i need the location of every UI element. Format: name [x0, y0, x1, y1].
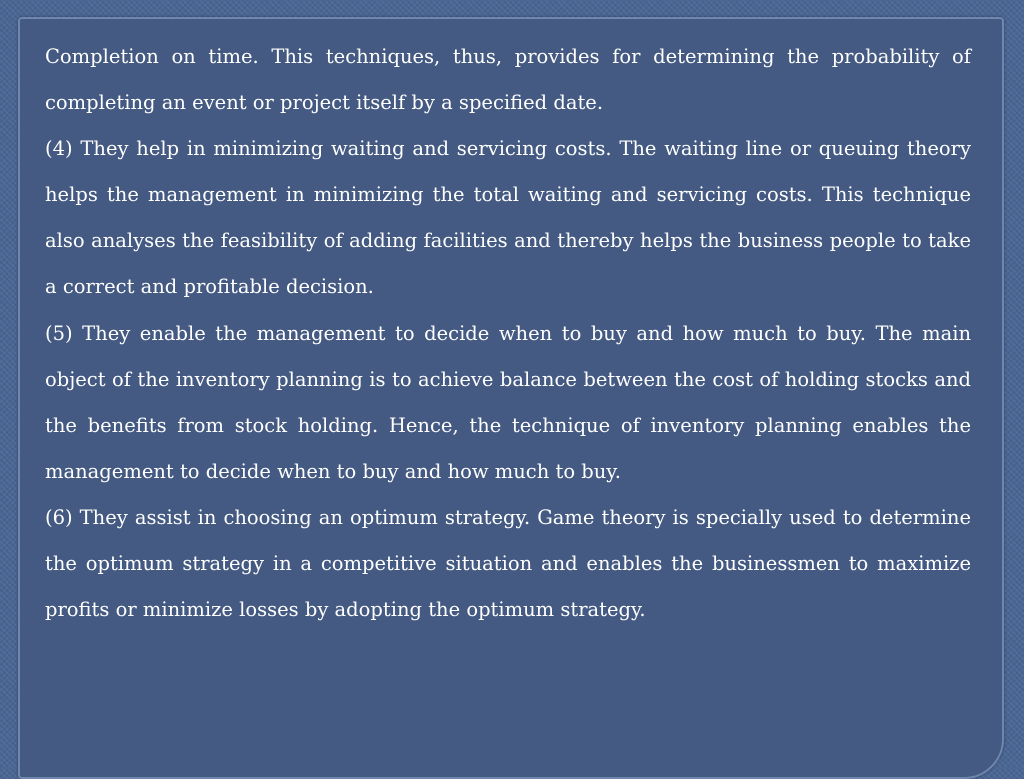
paragraph-waiting-servicing-costs: (4) They help in minimizing waiting and servicing costs. The waiting line or queuing theory helps the management in minimizing the total waiting and servicing costs. This technique also analyses the feasibility of adding facilities and thereby helps the business people to take a correct and profitable decision. — [45, 137, 971, 299]
paragraph-inventory-planning: (5) They enable the management to decide when to buy and how much to buy. The main object of the inventory planning is to achieve balance between the cost of holding stocks and the benefits from stock holding. Hence, the technique of inventory planning enables the management to decide when to buy and how much to buy. — [45, 321, 971, 483]
slide-body-text — [45, 34, 971, 633]
paragraph-completion-on-time: Completion on time. This techniques, thus, provides for determining the probability of completing an event or project itself by a specified date. — [45, 45, 971, 115]
paragraph-optimum-strategy: (6) They assist in choosing an optimum strategy. Game theory is specially used to determine the optimum strategy in a competitive situation and enables the businessmen to maximize profits or minimize losses by adopting the optimum strategy. — [45, 505, 971, 622]
